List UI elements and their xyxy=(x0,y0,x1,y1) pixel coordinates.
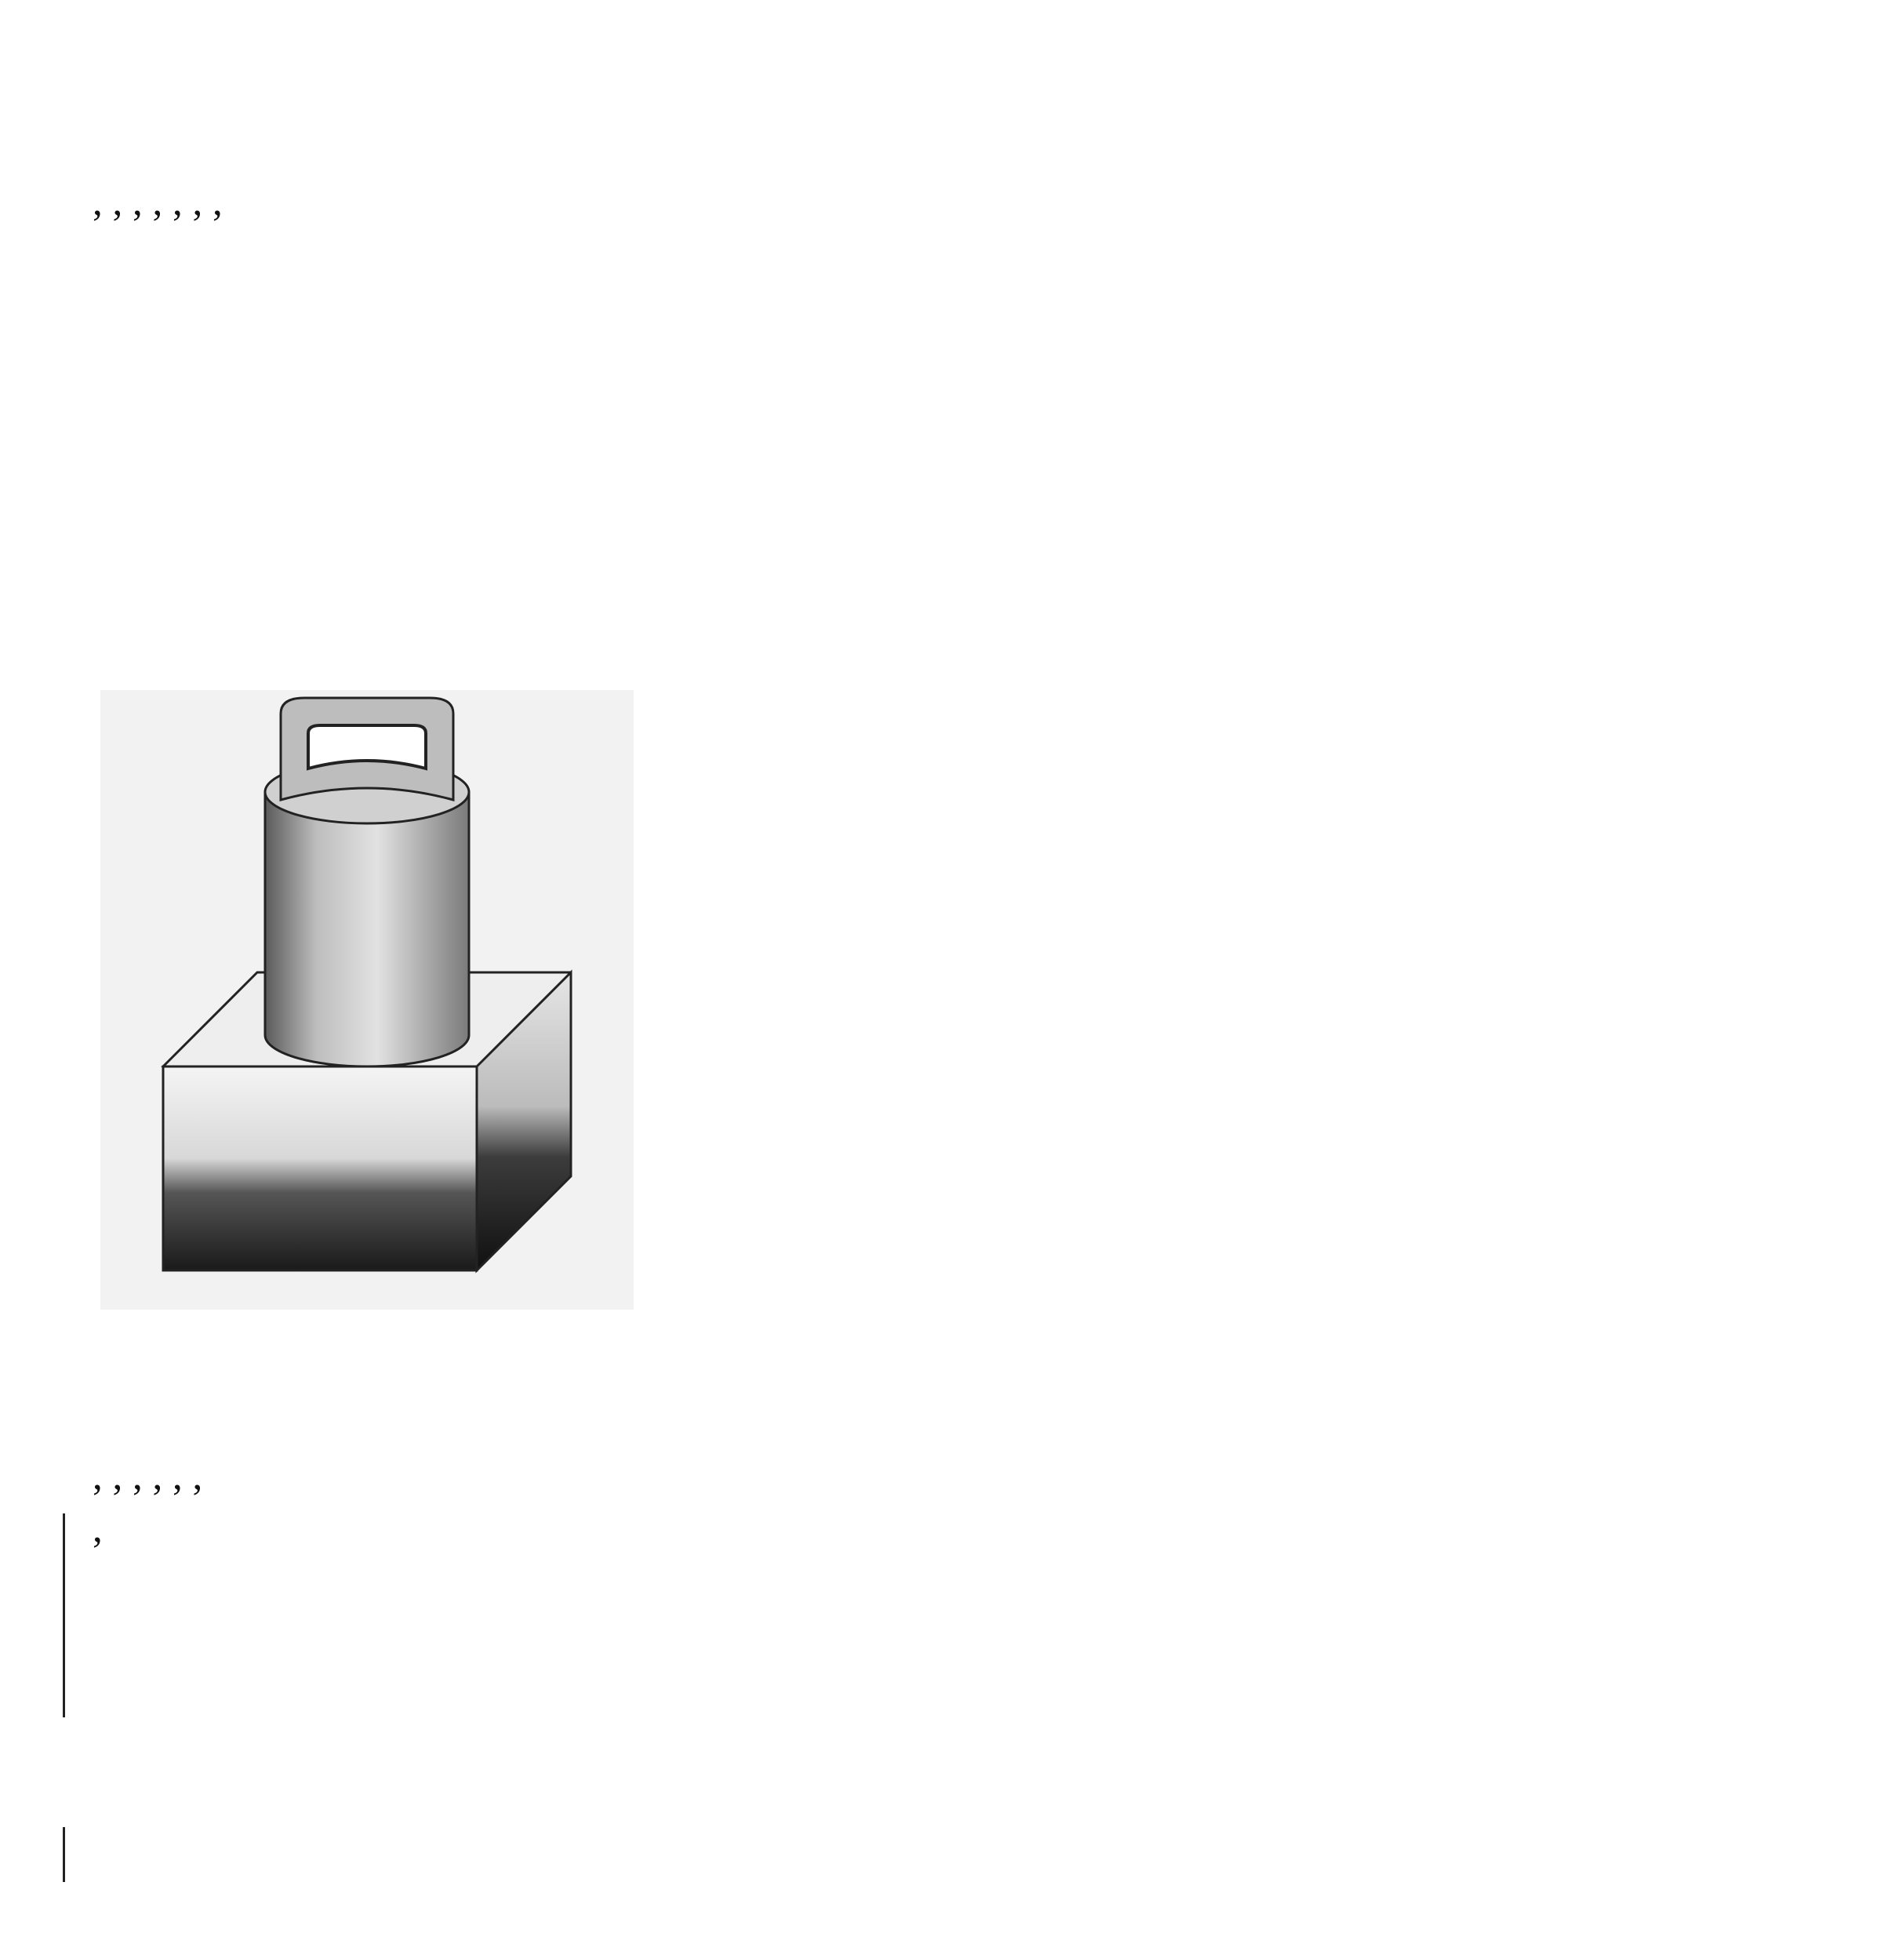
weight-on-plates-drawing xyxy=(100,690,634,1310)
margin-bar xyxy=(63,1827,65,1882)
weight-handle-hole xyxy=(308,725,426,768)
weight-body xyxy=(265,792,469,1066)
solution-last-line: , xyxy=(93,1506,103,1551)
solution-paragraph: , , , , , , xyxy=(93,1455,203,1499)
margin-bar xyxy=(63,1513,65,1717)
task-text xyxy=(93,176,1833,229)
plate-front xyxy=(163,1066,477,1270)
experiment-illustration xyxy=(100,690,634,1310)
task-paragraph: , , , , , , , xyxy=(93,180,223,224)
solution-text xyxy=(93,1451,1833,1555)
